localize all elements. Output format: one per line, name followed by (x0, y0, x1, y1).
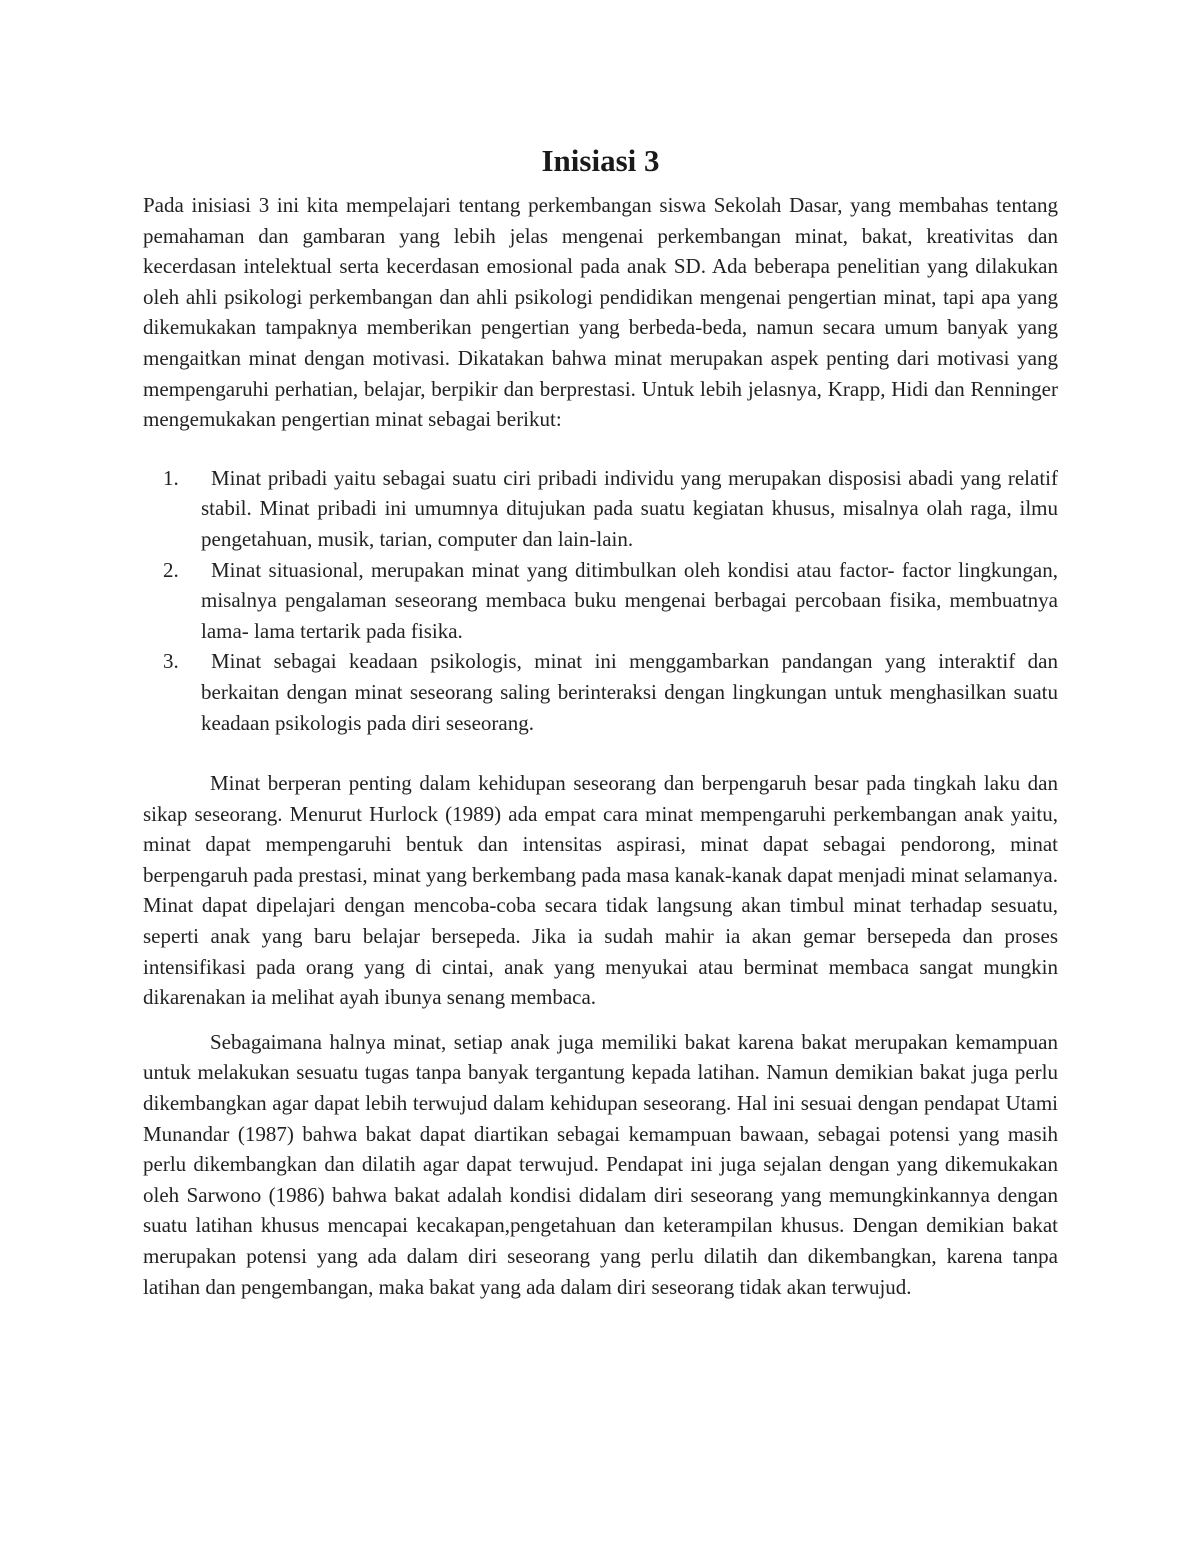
list-item-number: 2. (163, 557, 179, 582)
list-item-text: Minat sebagai keadaan psikologis, minat ini menggambarkan pandangan yang interaktif dan berkaitan dengan minat seseorang saling berinteraksi dengan lingkungan untuk menghasilkan suatu keadaan psikologis pada diri seseorang. (201, 649, 1058, 735)
list-item-number: 3. (163, 649, 179, 674)
body-paragraph-minat: Minat berperan penting dalam kehidupan seseorang dan berpengaruh besar pada tingkah laku dan sikap seseorang. Menurut Hurlock (1989) ada empat cara minat mempengaruhi perkembangan anak yaitu, minat dapat mempengaruhi bentuk dan intensitas aspirasi, minat dapat sebagai pendorong, minat berpengaruh pada prestasi, minat yang berkembang pada masa kanak-kanak dapat menjadi minat selamanya. Minat dapat dipelajari dengan mencoba-coba secara tidak langsung akan timbul minat terhadap sesuatu, seperti anak yang baru belajar bersepeda. Jika ia sudah mahir ia akan gemar bersepeda dan proses intensifikasi pada orang yang di cintai, anak yang menyukai atau berminat membaca sangat mungkin dikarenakan ia melihat ayah ibunya senang membaca. (143, 771, 1058, 1010)
list-item (143, 646, 1058, 738)
list-item-number: 1. (163, 465, 179, 490)
intro-paragraph: Pada inisiasi 3 ini kita mempelajari tentang perkembangan siswa Sekolah Dasar, yang membahas tentang pemahaman dan gambaran yang lebih jelas mengenai perkembangan minat, bakat, kreativitas dan kecerdasan intelektual serta kecerdasan emosional pada anak SD. Ada beberapa penelitian yang dilakukan oleh ahli psikologi perkembangan dan ahli psikologi pendidikan mengenai pengertian minat, tapi apa yang dikemukakan tampaknya memberikan pengertian yang berbeda-beda, namun secara umum banyak yang mengaitkan minat dengan motivasi. Dikatakan bahwa minat merupakan aspek penting dari motivasi yang mempengaruhi perhatian, belajar, berpikir dan berprestasi. Untuk lebih jelasnya, Krapp, Hidi dan Renninger mengemukakan pengertian minat sebagai berikut: (143, 193, 1058, 432)
list-item-text: Minat situasional, merupakan minat yang ditimbulkan oleh kondisi atau factor- factor lingkungan, misalnya pengalaman seseorang membaca buku mengenai berbagai percobaan fisika, membuatnya lama- lama tertarik pada fisika. (201, 557, 1058, 643)
list-item (143, 463, 1058, 555)
document-title: Inisiasi 3 (541, 143, 660, 178)
definition-list (143, 463, 1058, 738)
body-paragraph-bakat: Sebagaimana halnya minat, setiap anak juga memiliki bakat karena bakat merupakan kemampuan untuk melakukan sesuatu tugas tanpa banyak tergantung kepada latihan. Namun demikian bakat juga perlu dikembangkan agar dapat lebih terwujud dalam kehidupan seseorang. Hal ini sesuai dengan pendapat Utami Munandar (1987) bahwa bakat dapat diartikan sebagai kemampuan bawaan, sebagai potensi yang masih perlu dikembangkan dan dilatih agar dapat terwujud. Pendapat ini juga sejalan dengan yang dikemukakan oleh Sarwono (1986) bahwa bakat adalah kondisi didalam diri seseorang yang memungkinkannya dengan suatu latihan khusus mencapai kecakapan,pengetahuan dan keterampilan khusus. Dengan demikian bakat merupakan potensi yang ada dalam diri seseorang yang perlu dilatih dan dikembangkan, karena tanpa latihan dan pengembangan, maka bakat yang ada dalam diri seseorang tidak akan terwujud. (143, 1029, 1058, 1299)
list-item-text: Minat pribadi yaitu sebagai suatu ciri pribadi individu yang merupakan disposisi abadi yang relatif stabil. Minat pribadi ini umumnya ditujukan pada suatu kegiatan khusus, misalnya olah raga, ilmu pengetahuan, musik, tarian, computer dan lain-lain. (201, 465, 1058, 551)
list-item (143, 555, 1058, 647)
